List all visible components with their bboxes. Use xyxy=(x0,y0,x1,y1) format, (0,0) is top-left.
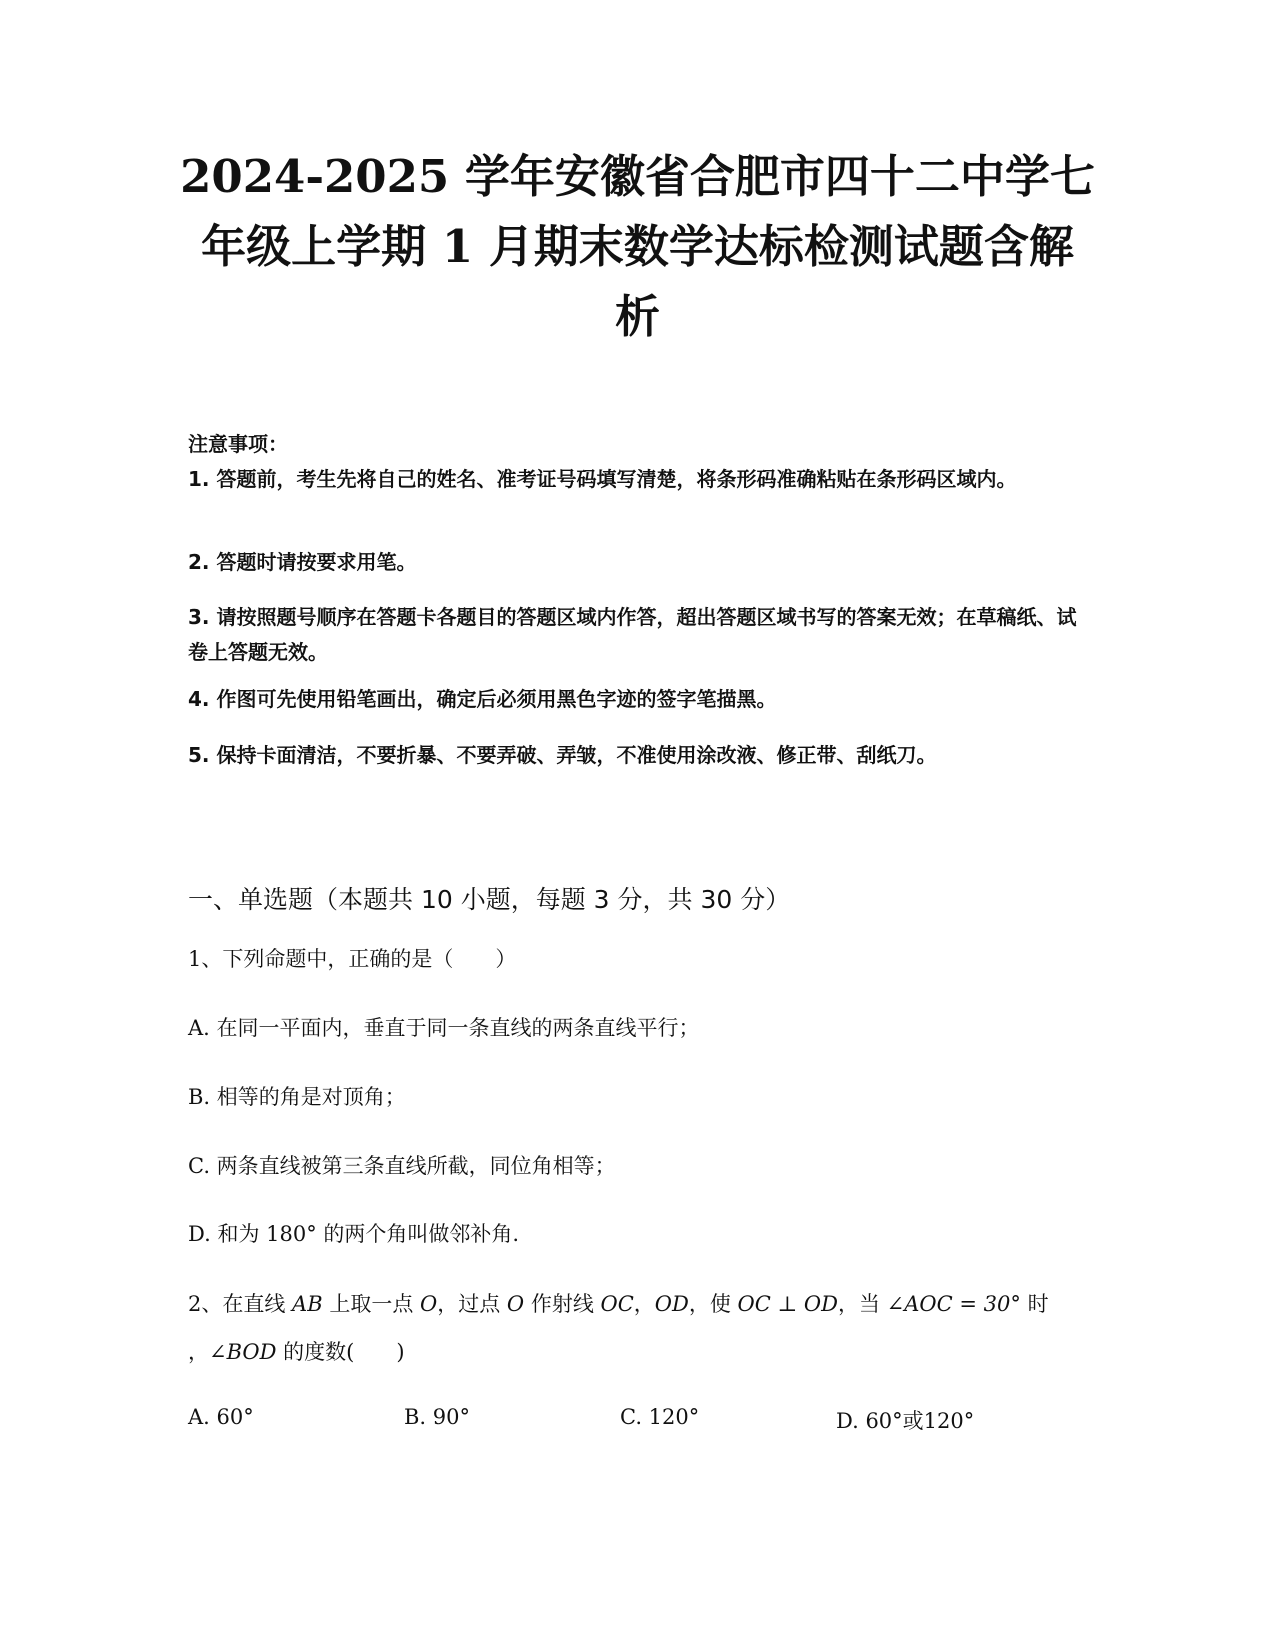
q2-text: ，使 xyxy=(688,1292,738,1316)
question-2-stem xyxy=(188,1280,1088,1376)
section-heading: 一、单选题（本题共 10 小题，每题 3 分，共 30 分） xyxy=(188,885,791,914)
q2-text: ， xyxy=(633,1292,655,1316)
question-1-option-c: C. 两条直线被第三条直线所截，同位角相等； xyxy=(188,1154,616,1178)
q2-text: 上取一点 xyxy=(322,1292,421,1316)
q2-var-o: O xyxy=(420,1292,438,1316)
q2-text: ，过点 xyxy=(437,1292,507,1316)
q2-var-oc: OC xyxy=(600,1292,634,1316)
question-2-option-d: D. 60°或120° xyxy=(836,1409,975,1433)
notice-item-1: 1. 答题前，考生先将自己的姓名、准考证号码填写清楚，将条形码准确粘贴在条形码区域内。 xyxy=(188,467,1017,491)
title-line-3: 析 xyxy=(614,290,660,343)
q2-angle-bod: ∠BOD xyxy=(209,1340,277,1364)
q2-angle-expr: ∠AOC = 30° xyxy=(886,1292,1021,1316)
title-line-1: 2024-2025 学年安徽省合肥市四十二中学七 xyxy=(180,150,1095,203)
question-1-option-a: A. 在同一平面内，垂直于同一条直线的两条直线平行； xyxy=(188,1016,700,1040)
q2-text: 的度数( ) xyxy=(276,1340,405,1364)
question-2-option-c: C. 120° xyxy=(620,1405,700,1429)
q2-var-o: O xyxy=(506,1292,525,1316)
q2-text: 作射线 xyxy=(524,1292,601,1316)
title-line-2: 年级上学期 1 月期末数学达标检测试题含解 xyxy=(201,220,1074,273)
question-1-option-b: B. 相等的角是对顶角； xyxy=(188,1085,406,1109)
q2-text: 2、在直线 xyxy=(188,1292,293,1316)
q2-text: ， xyxy=(188,1340,209,1364)
notice-item-3: 3. 请按照题号顺序在答题卡各题目的答题区域内作答，超出答题区域书写的答案无效；在草稿纸、试卷上答题无效。 xyxy=(188,605,1077,664)
question-2-option-b: B. 90° xyxy=(404,1405,471,1429)
q2-var-od: OD xyxy=(654,1292,689,1316)
question-1-stem: 1、下列命题中，正确的是（ ） xyxy=(188,947,517,971)
q2-text: ，当 xyxy=(837,1292,887,1316)
question-2-option-a: A. 60° xyxy=(188,1405,254,1429)
notice-heading: 注意事项： xyxy=(188,432,288,456)
notice-item-2: 2. 答题时请按要求用笔。 xyxy=(188,550,417,574)
q2-var-ab: AB xyxy=(292,1292,323,1316)
notice-item-4: 4. 作图可先使用铅笔画出，确定后必须用黑色字迹的签字笔描黑。 xyxy=(188,687,777,711)
q2-text: 时 xyxy=(1020,1292,1049,1316)
q2-perpendicular-expr: OC ⊥ OD xyxy=(737,1292,838,1316)
notice-item-5: 5. 保持卡面清洁，不要折暴、不要弄破、弄皱，不准使用涂改液、修正带、刮纸刀。 xyxy=(188,743,937,767)
document-title xyxy=(150,142,1125,352)
question-1-option-d: D. 和为 180° 的两个角叫做邻补角. xyxy=(188,1222,520,1246)
